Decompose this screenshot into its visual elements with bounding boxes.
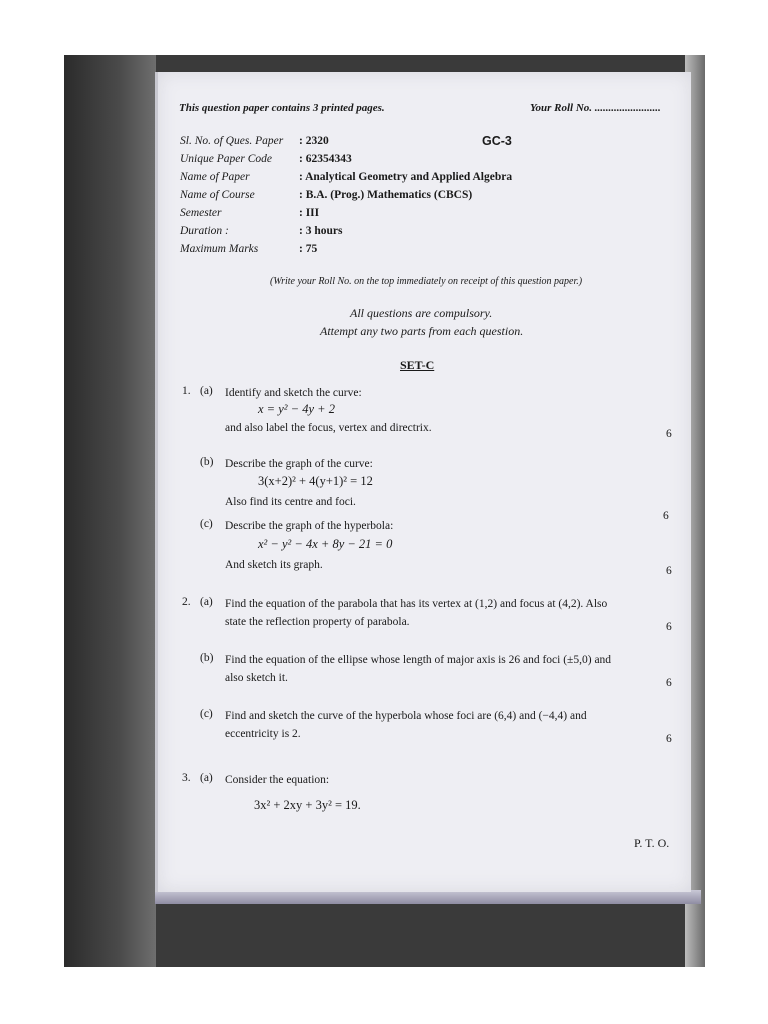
- part-label: (c): [200, 518, 213, 530]
- duration-label: Duration :: [180, 225, 229, 237]
- part-label: (b): [200, 456, 214, 468]
- q1a-text: Identify and sketch the curve:: [225, 387, 362, 399]
- q1c-marks: 6: [666, 565, 672, 577]
- part-label: (b): [200, 652, 214, 664]
- part-label: (a): [200, 596, 213, 608]
- semester-value: : III: [299, 207, 320, 219]
- q2a-marks: 6: [666, 621, 672, 633]
- question-paper: [155, 72, 691, 892]
- max-marks-value: : 75: [299, 243, 318, 255]
- question-number: 2.: [182, 596, 191, 608]
- q1c-text: Describe the graph of the hyperbola:: [225, 520, 394, 532]
- q1a-marks: 6: [666, 428, 672, 440]
- semester-label: Semester: [180, 207, 222, 219]
- paper-name-value: : Analytical Geometry and Applied Algebra: [299, 171, 513, 183]
- part-label: (c): [200, 708, 213, 720]
- duration-value: : 3 hours: [299, 225, 343, 237]
- q1a-text-continued: and also label the focus, vertex and directrix.: [225, 422, 432, 434]
- q2c-text: Find and sketch the curve of the hyperbola whose foci are (6,4) and (−4,4) and: [225, 710, 587, 722]
- question-number: 1.: [182, 385, 191, 397]
- part-label: (a): [200, 385, 213, 397]
- q1b-equation: 3(x+2)² + 4(y+1)² = 12: [258, 474, 373, 488]
- q2a-text-continued: state the reflection property of parabola.: [225, 616, 410, 628]
- q2c-text-continued: eccentricity is 2.: [225, 728, 301, 740]
- q3a-equation: 3x² + 2xy + 3y² = 19.: [254, 798, 361, 812]
- q1a-equation: x = y² − 4y + 2: [258, 402, 335, 416]
- q3a-text: Consider the equation:: [225, 774, 330, 786]
- sl-no-label: Sl. No. of Ques. Paper: [180, 135, 284, 147]
- q1b-text: Describe the graph of the curve:: [225, 458, 373, 470]
- pages-note: This question paper contains 3 printed pages.: [179, 102, 385, 114]
- q2a-text: Find the equation of the parabola that has its vertex at (1,2) and focus at (4,2). Also: [225, 598, 608, 610]
- scan-shadow-left: [64, 55, 156, 967]
- max-marks-label: Maximum Marks: [180, 243, 259, 255]
- question-number: 3.: [182, 772, 191, 784]
- q1c-equation: x² − y² − 4x + 8y − 21 = 0: [258, 537, 393, 551]
- set-code: GC-3: [482, 134, 512, 148]
- paper-stack-edge: [155, 890, 701, 904]
- q1b-text-continued: Also find its centre and foci.: [225, 496, 356, 508]
- q2c-marks: 6: [666, 733, 672, 745]
- upc-value: : 62354343: [299, 153, 352, 165]
- roll-instruction: (Write your Roll No. on the top immediately on receipt of this question paper.): [270, 276, 583, 287]
- course-label: Name of Course: [180, 189, 255, 201]
- roll-number-field: Your Roll No. ........................: [530, 102, 661, 114]
- please-turn-over: P. T. O.: [634, 836, 670, 850]
- q2b-text-continued: also sketch it.: [225, 672, 288, 684]
- q2b-marks: 6: [666, 677, 672, 689]
- paper-name-label: Name of Paper: [180, 171, 250, 183]
- q1b-marks: 6: [663, 510, 669, 522]
- sl-no-value: : 2320: [299, 135, 329, 147]
- upc-label: Unique Paper Code: [180, 153, 272, 165]
- part-label: (a): [200, 772, 213, 784]
- attempt-instruction: Attempt any two parts from each question.: [320, 324, 524, 338]
- course-value: : B.A. (Prog.) Mathematics (CBCS): [299, 189, 473, 201]
- compulsory-instruction: All questions are compulsory.: [350, 306, 493, 320]
- q2b-text: Find the equation of the ellipse whose length of major axis is 26 and foci (±5,0) and: [225, 654, 612, 666]
- set-label: SET-C: [400, 358, 435, 372]
- q1c-text-continued: And sketch its graph.: [225, 559, 323, 571]
